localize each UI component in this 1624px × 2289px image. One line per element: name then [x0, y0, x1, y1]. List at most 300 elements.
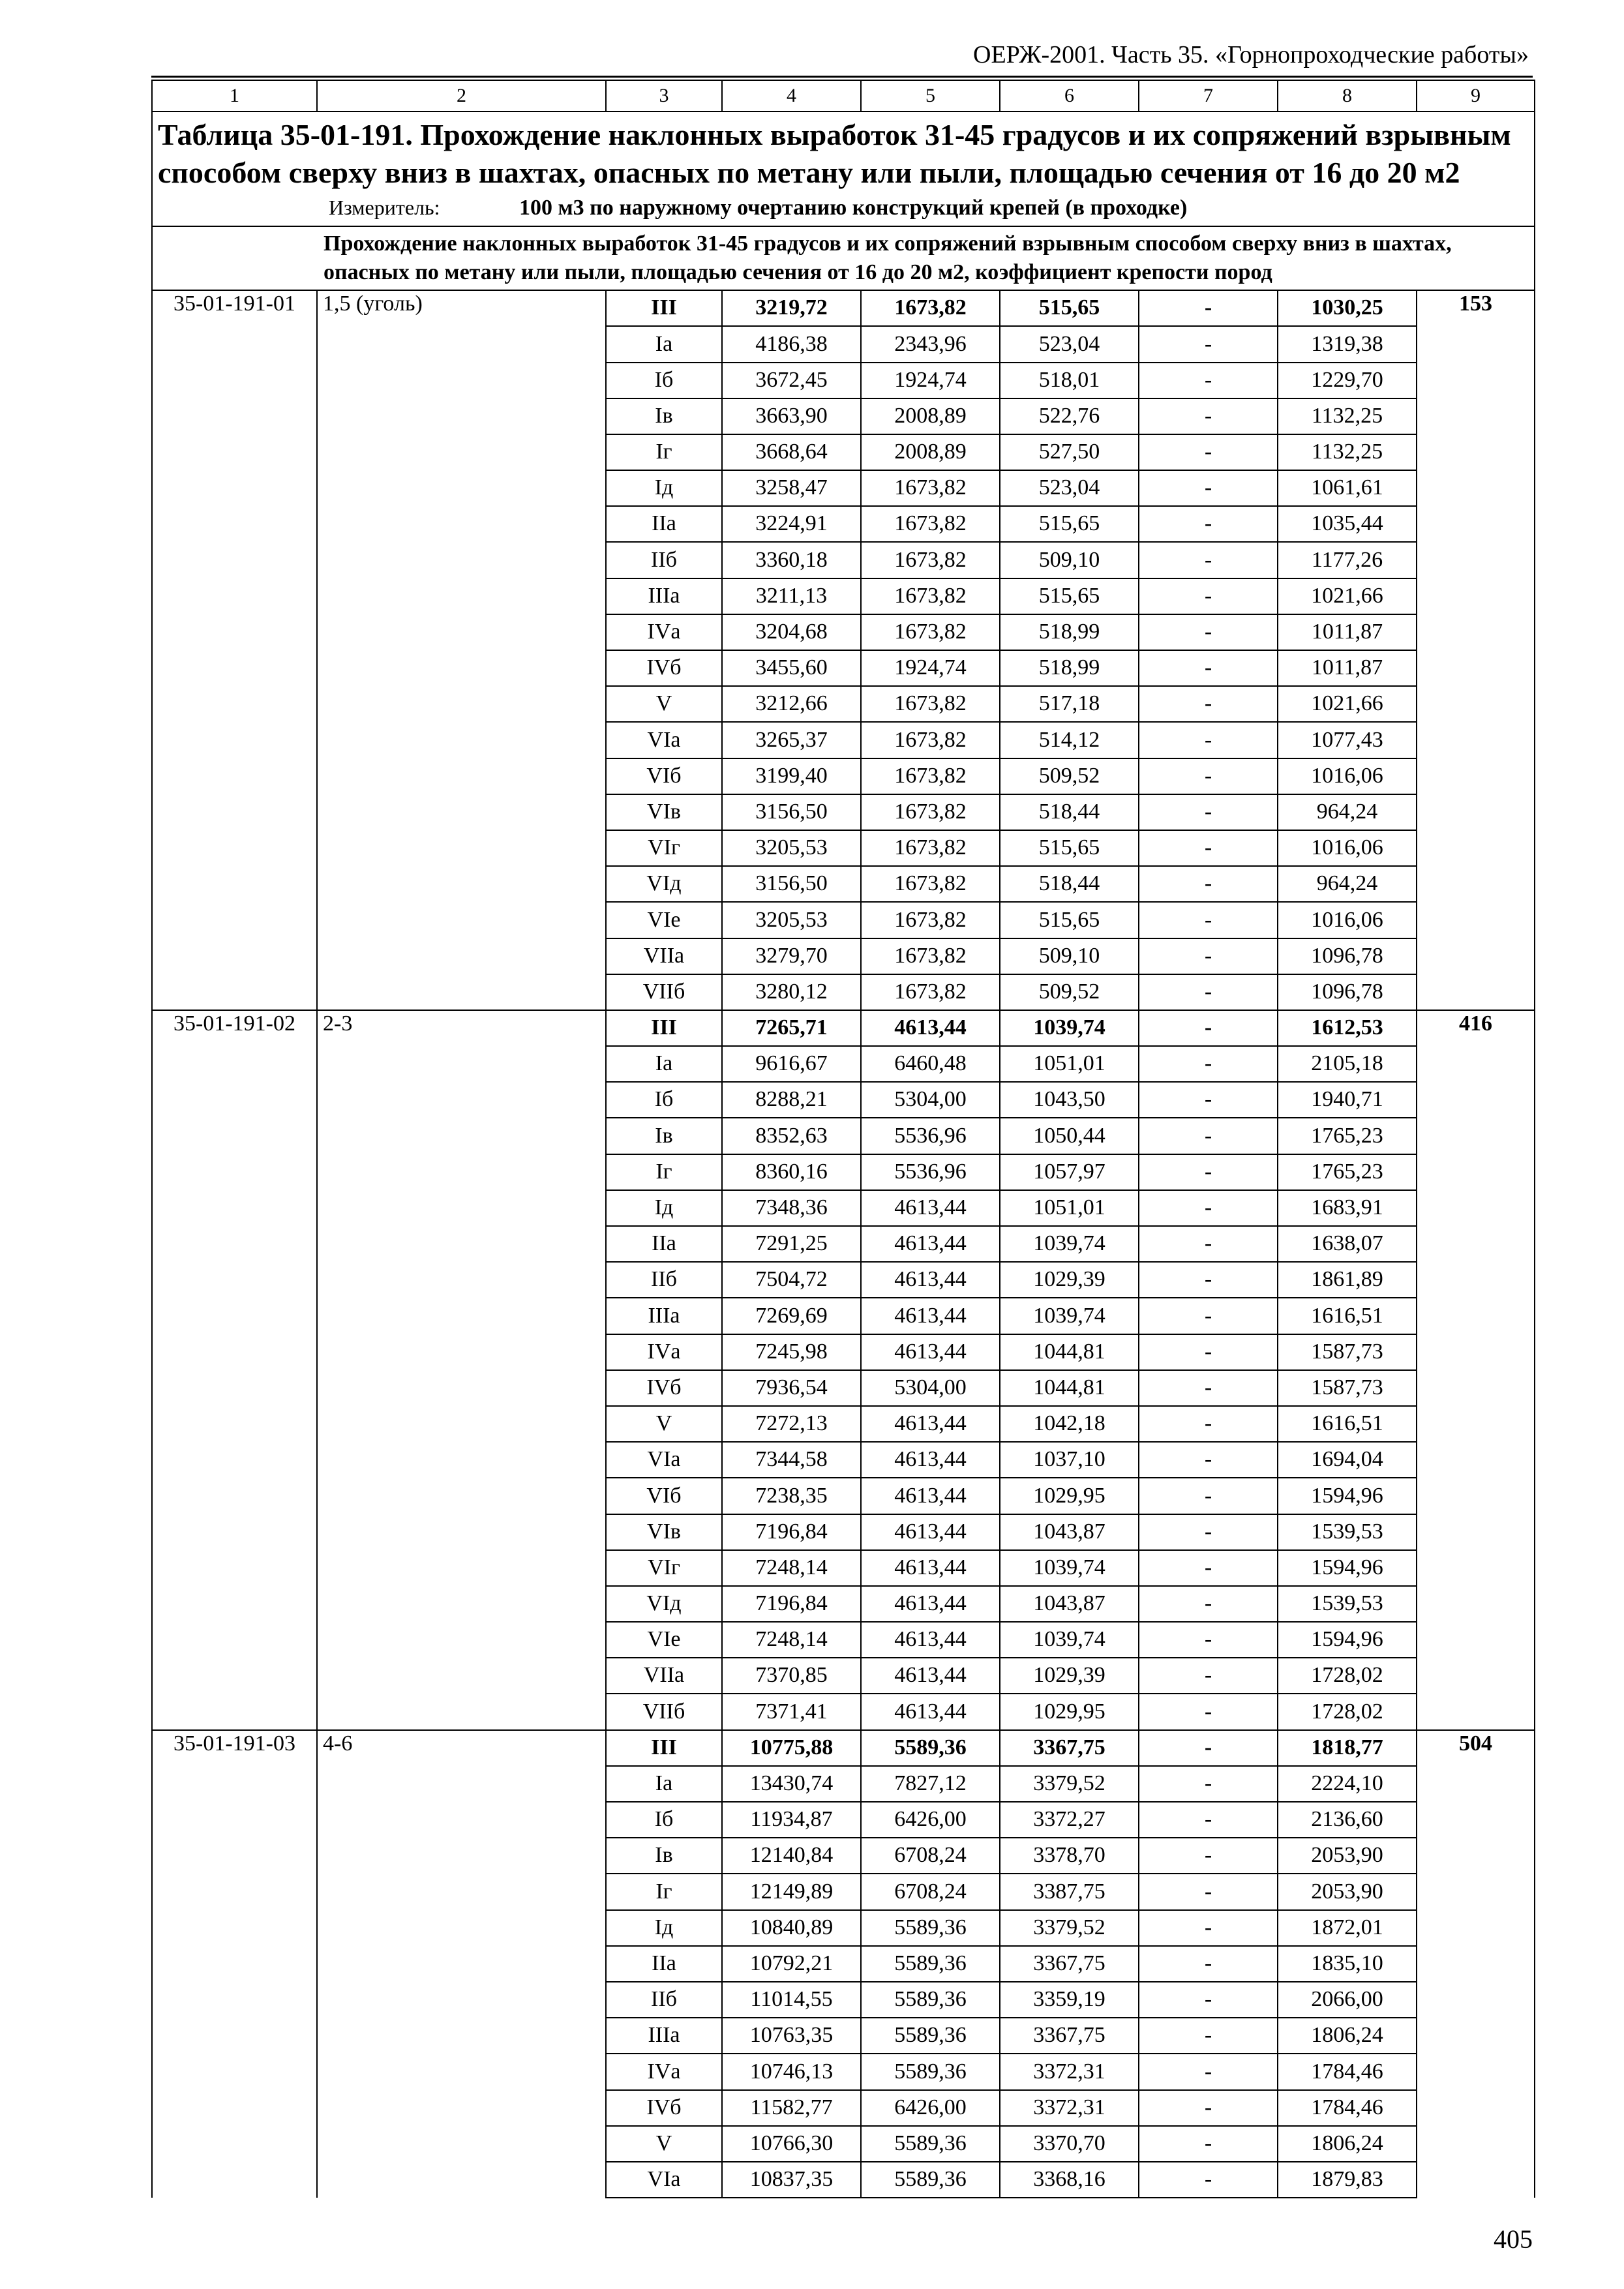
wage-cell: 4613,44	[861, 1694, 1000, 1729]
total-cost-cell: 7371,41	[722, 1694, 861, 1729]
total-cost-cell: 3224,91	[722, 506, 861, 542]
total-cost-cell: 7272,13	[722, 1406, 861, 1442]
machine-cell: 515,65	[1000, 902, 1139, 938]
machine-cell: 518,44	[1000, 866, 1139, 902]
driver-wage-cell: -	[1139, 1118, 1278, 1154]
driver-wage-cell: -	[1139, 1838, 1278, 1874]
driver-wage-cell: -	[1139, 1442, 1278, 1478]
driver-wage-cell: -	[1139, 434, 1278, 470]
material-cell: 1587,73	[1278, 1334, 1417, 1370]
material-cell: 2066,00	[1278, 1982, 1417, 2018]
labor-cell: 153	[1417, 290, 1535, 1010]
machine-cell: 515,65	[1000, 578, 1139, 614]
wage-cell: 6426,00	[861, 1802, 1000, 1838]
machine-cell: 1029,39	[1000, 1658, 1139, 1694]
machine-cell: 523,04	[1000, 470, 1139, 506]
code-cell: 35-01-191-01	[152, 290, 317, 1010]
driver-wage-cell: -	[1139, 686, 1278, 722]
wage-cell: 5304,00	[861, 1370, 1000, 1406]
material-cell: 1016,06	[1278, 830, 1417, 866]
total-cost-cell: 3199,40	[722, 758, 861, 794]
machine-cell: 1043,50	[1000, 1082, 1139, 1118]
table-title: Таблица 35-01-191. Прохождение наклонных выработок 31-45 градусов и их сопряжений взрывным способом сверху вниз в шахтах, опасных по метану или пыли, площадью сечения от 16 до 20 м2	[152, 112, 1535, 191]
zone-cell: Iг	[606, 1154, 722, 1190]
material-cell: 1683,91	[1278, 1190, 1417, 1226]
machine-cell: 518,01	[1000, 363, 1139, 398]
material-cell: 1638,07	[1278, 1226, 1417, 1262]
wage-cell: 4613,44	[861, 1442, 1000, 1478]
driver-wage-cell: -	[1139, 1694, 1278, 1729]
zone-cell: VIд	[606, 1586, 722, 1622]
machine-cell: 509,52	[1000, 758, 1139, 794]
zone-cell: IIIа	[606, 1298, 722, 1334]
labor-cell: 416	[1417, 1010, 1535, 1730]
zone-cell: Iв	[606, 398, 722, 434]
material-cell: 1229,70	[1278, 363, 1417, 398]
zone-cell: III	[606, 1010, 722, 1046]
total-cost-cell: 10763,35	[722, 2018, 861, 2054]
total-cost-cell: 10792,21	[722, 1946, 861, 1982]
material-cell: 1061,61	[1278, 470, 1417, 506]
material-cell: 1806,24	[1278, 2126, 1417, 2162]
wage-cell: 1673,82	[861, 614, 1000, 650]
wage-cell: 5589,36	[861, 1730, 1000, 1766]
material-cell: 1728,02	[1278, 1694, 1417, 1729]
driver-wage-cell: -	[1139, 1046, 1278, 1082]
total-cost-cell: 7269,69	[722, 1298, 861, 1334]
zone-cell: VIа	[606, 2162, 722, 2198]
col-number: 3	[606, 80, 722, 112]
driver-wage-cell: -	[1139, 974, 1278, 1010]
material-cell: 1594,96	[1278, 1550, 1417, 1586]
material-cell: 1594,96	[1278, 1622, 1417, 1658]
material-cell: 1096,78	[1278, 938, 1417, 974]
driver-wage-cell: -	[1139, 650, 1278, 686]
driver-wage-cell: -	[1139, 902, 1278, 938]
zone-cell: IIб	[606, 1262, 722, 1298]
machine-cell: 518,44	[1000, 794, 1139, 830]
param-cell: 4-6	[317, 1730, 606, 2198]
zone-cell: Iд	[606, 470, 722, 506]
total-cost-cell: 7936,54	[722, 1370, 861, 1406]
machine-cell: 3372,31	[1000, 2054, 1139, 2089]
zone-cell: VIIб	[606, 974, 722, 1010]
zone-cell: IVб	[606, 1370, 722, 1406]
zone-cell: VIб	[606, 758, 722, 794]
total-cost-cell: 3205,53	[722, 902, 861, 938]
total-cost-cell: 12149,89	[722, 1874, 861, 1909]
measure-value: 100 м3 по наружному очертанию конструкций крепей (в проходке)	[519, 196, 1188, 220]
machine-cell: 518,99	[1000, 614, 1139, 650]
col-number: 1	[152, 80, 317, 112]
total-cost-cell: 7370,85	[722, 1658, 861, 1694]
driver-wage-cell: -	[1139, 1946, 1278, 1982]
zone-cell: Iв	[606, 1118, 722, 1154]
machine-cell: 1029,95	[1000, 1694, 1139, 1729]
machine-cell: 1057,97	[1000, 1154, 1139, 1190]
labor-cell: 504	[1417, 1730, 1535, 2198]
wage-cell: 1673,82	[861, 470, 1000, 506]
wage-cell: 4613,44	[861, 1406, 1000, 1442]
material-cell: 1132,25	[1278, 434, 1417, 470]
total-cost-cell: 3156,50	[722, 794, 861, 830]
driver-wage-cell: -	[1139, 938, 1278, 974]
total-cost-cell: 12140,84	[722, 1838, 861, 1874]
zone-cell: VIIб	[606, 1694, 722, 1729]
driver-wage-cell: -	[1139, 1226, 1278, 1262]
driver-wage-cell: -	[1139, 1370, 1278, 1406]
driver-wage-cell: -	[1139, 578, 1278, 614]
zone-cell: VIе	[606, 1622, 722, 1658]
total-cost-cell: 7291,25	[722, 1226, 861, 1262]
driver-wage-cell: -	[1139, 506, 1278, 542]
driver-wage-cell: -	[1139, 2162, 1278, 2198]
wage-cell: 4613,44	[861, 1190, 1000, 1226]
wage-cell: 1673,82	[861, 794, 1000, 830]
wage-cell: 1673,82	[861, 542, 1000, 578]
machine-cell: 514,12	[1000, 722, 1139, 758]
total-cost-cell: 10775,88	[722, 1730, 861, 1766]
code-cell: 35-01-191-03	[152, 1730, 317, 2198]
wage-cell: 1673,82	[861, 722, 1000, 758]
wage-cell: 5589,36	[861, 2018, 1000, 2054]
machine-cell: 3387,75	[1000, 1874, 1139, 1909]
total-cost-cell: 7265,71	[722, 1010, 861, 1046]
code-cell: 35-01-191-02	[152, 1010, 317, 1730]
running-header	[151, 40, 1533, 78]
norms-table	[151, 80, 1535, 2198]
total-cost-cell: 7196,84	[722, 1586, 861, 1622]
driver-wage-cell: -	[1139, 398, 1278, 434]
wage-cell: 4613,44	[861, 1262, 1000, 1298]
material-cell: 1765,23	[1278, 1118, 1417, 1154]
wage-cell: 4613,44	[861, 1550, 1000, 1586]
wage-cell: 5589,36	[861, 2054, 1000, 2089]
table-row	[152, 1730, 1535, 1766]
driver-wage-cell: -	[1139, 830, 1278, 866]
total-cost-cell: 11582,77	[722, 2090, 861, 2126]
wage-cell: 1673,82	[861, 902, 1000, 938]
wage-cell: 1673,82	[861, 686, 1000, 722]
zone-cell: Ia	[606, 1046, 722, 1082]
material-cell: 2224,10	[1278, 1766, 1417, 1802]
total-cost-cell: 10837,35	[722, 2162, 861, 2198]
subheader-text: Прохождение наклонных выработок 31-45 градусов и их сопряжений взрывным способом сверху вниз в шахтах, опасных по метану или пыли, площадью сечения от 16 до 20 м2, коэффициент крепости пород	[152, 226, 1535, 290]
total-cost-cell: 3668,64	[722, 434, 861, 470]
wage-cell: 5536,96	[861, 1154, 1000, 1190]
machine-cell: 3378,70	[1000, 1838, 1139, 1874]
machine-cell: 1037,10	[1000, 1442, 1139, 1478]
driver-wage-cell: -	[1139, 1910, 1278, 1946]
driver-wage-cell: -	[1139, 758, 1278, 794]
zone-cell: VIв	[606, 794, 722, 830]
total-cost-cell: 3672,45	[722, 363, 861, 398]
zone-cell: IIIа	[606, 578, 722, 614]
total-cost-cell: 3205,53	[722, 830, 861, 866]
zone-cell: IVб	[606, 2090, 722, 2126]
driver-wage-cell: -	[1139, 1298, 1278, 1334]
machine-cell: 1029,39	[1000, 1262, 1139, 1298]
wage-cell: 5589,36	[861, 2126, 1000, 2162]
total-cost-cell: 13430,74	[722, 1766, 861, 1802]
material-cell: 1765,23	[1278, 1154, 1417, 1190]
machine-cell: 1044,81	[1000, 1334, 1139, 1370]
material-cell: 1616,51	[1278, 1298, 1417, 1334]
wage-cell: 2008,89	[861, 398, 1000, 434]
zone-cell: IIа	[606, 506, 722, 542]
material-cell: 1016,06	[1278, 902, 1417, 938]
machine-cell: 1044,81	[1000, 1370, 1139, 1406]
total-cost-cell: 11014,55	[722, 1982, 861, 2018]
driver-wage-cell: -	[1139, 1550, 1278, 1586]
material-cell: 1011,87	[1278, 650, 1417, 686]
wage-cell: 5589,36	[861, 1910, 1000, 1946]
zone-cell: Iг	[606, 1874, 722, 1909]
zone-cell: V	[606, 1406, 722, 1442]
zone-cell: VIа	[606, 722, 722, 758]
wage-cell: 2008,89	[861, 434, 1000, 470]
wage-cell: 4613,44	[861, 1334, 1000, 1370]
driver-wage-cell: -	[1139, 1586, 1278, 1622]
col-number: 4	[722, 80, 861, 112]
zone-cell: IIб	[606, 542, 722, 578]
machine-cell: 1029,95	[1000, 1478, 1139, 1514]
total-cost-cell: 3258,47	[722, 470, 861, 506]
total-cost-cell: 3455,60	[722, 650, 861, 686]
zone-cell: VIг	[606, 830, 722, 866]
wage-cell: 4613,44	[861, 1514, 1000, 1550]
page-number: 405	[1494, 2224, 1533, 2254]
zone-cell: Iв	[606, 1838, 722, 1874]
zone-cell: V	[606, 686, 722, 722]
material-cell: 1694,04	[1278, 1442, 1417, 1478]
total-cost-cell: 10766,30	[722, 2126, 861, 2162]
table-row	[152, 290, 1535, 326]
subheader-row	[152, 226, 1535, 290]
material-cell: 1861,89	[1278, 1262, 1417, 1298]
driver-wage-cell: -	[1139, 1874, 1278, 1909]
wage-cell: 4613,44	[861, 1226, 1000, 1262]
driver-wage-cell: -	[1139, 1730, 1278, 1766]
driver-wage-cell: -	[1139, 614, 1278, 650]
driver-wage-cell: -	[1139, 326, 1278, 362]
wage-cell: 1673,82	[861, 974, 1000, 1010]
machine-cell: 3367,75	[1000, 1730, 1139, 1766]
zone-cell: Iд	[606, 1190, 722, 1226]
material-cell: 1835,10	[1278, 1946, 1417, 1982]
machine-cell: 3368,16	[1000, 2162, 1139, 2198]
zone-cell: IIа	[606, 1946, 722, 1982]
zone-cell: IVб	[606, 650, 722, 686]
material-cell: 1539,53	[1278, 1586, 1417, 1622]
wage-cell: 5589,36	[861, 1946, 1000, 1982]
zone-cell: Iб	[606, 1802, 722, 1838]
zone-cell: Ia	[606, 1766, 722, 1802]
material-cell: 1806,24	[1278, 2018, 1417, 2054]
col-number: 8	[1278, 80, 1417, 112]
wage-cell: 5589,36	[861, 1982, 1000, 2018]
total-cost-cell: 3211,13	[722, 578, 861, 614]
total-cost-cell: 3280,12	[722, 974, 861, 1010]
driver-wage-cell: -	[1139, 1082, 1278, 1118]
material-cell: 1872,01	[1278, 1910, 1417, 1946]
wage-cell: 5536,96	[861, 1118, 1000, 1154]
total-cost-cell: 7248,14	[722, 1550, 861, 1586]
material-cell: 2105,18	[1278, 1046, 1417, 1082]
wage-cell: 6426,00	[861, 2090, 1000, 2126]
machine-cell: 3372,31	[1000, 2090, 1139, 2126]
total-cost-cell: 3212,66	[722, 686, 861, 722]
wage-cell: 1673,82	[861, 830, 1000, 866]
material-cell: 1035,44	[1278, 506, 1417, 542]
wage-cell: 1673,82	[861, 290, 1000, 326]
col-number: 5	[861, 80, 1000, 112]
zone-cell: IVа	[606, 2054, 722, 2089]
driver-wage-cell: -	[1139, 794, 1278, 830]
total-cost-cell: 3219,72	[722, 290, 861, 326]
wage-cell: 1673,82	[861, 506, 1000, 542]
total-cost-cell: 7245,98	[722, 1334, 861, 1370]
material-cell: 1587,73	[1278, 1370, 1417, 1406]
total-cost-cell: 3663,90	[722, 398, 861, 434]
driver-wage-cell: -	[1139, 1406, 1278, 1442]
total-cost-cell: 3265,37	[722, 722, 861, 758]
machine-cell: 1043,87	[1000, 1586, 1139, 1622]
machine-cell: 515,65	[1000, 290, 1139, 326]
param-cell: 2-3	[317, 1010, 606, 1730]
wage-cell: 5304,00	[861, 1082, 1000, 1118]
material-cell: 1011,87	[1278, 614, 1417, 650]
driver-wage-cell: -	[1139, 1802, 1278, 1838]
wage-cell: 6708,24	[861, 1874, 1000, 1909]
total-cost-cell: 3204,68	[722, 614, 861, 650]
measure-row	[152, 191, 1535, 226]
material-cell: 1612,53	[1278, 1010, 1417, 1046]
col-number: 9	[1417, 80, 1535, 112]
machine-cell: 515,65	[1000, 506, 1139, 542]
machine-cell: 509,10	[1000, 542, 1139, 578]
wage-cell: 7827,12	[861, 1766, 1000, 1802]
col-number: 7	[1139, 80, 1278, 112]
driver-wage-cell: -	[1139, 470, 1278, 506]
machine-cell: 1051,01	[1000, 1046, 1139, 1082]
total-cost-cell: 7238,35	[722, 1478, 861, 1514]
zone-cell: III	[606, 290, 722, 326]
machine-cell: 1039,74	[1000, 1010, 1139, 1046]
driver-wage-cell: -	[1139, 1622, 1278, 1658]
zone-cell: VIIа	[606, 1658, 722, 1694]
driver-wage-cell: -	[1139, 722, 1278, 758]
wage-cell: 1673,82	[861, 578, 1000, 614]
machine-cell: 522,76	[1000, 398, 1139, 434]
driver-wage-cell: -	[1139, 1262, 1278, 1298]
zone-cell: VIIа	[606, 938, 722, 974]
machine-cell: 1039,74	[1000, 1550, 1139, 1586]
wage-cell: 6460,48	[861, 1046, 1000, 1082]
total-cost-cell: 4186,38	[722, 326, 861, 362]
material-cell: 964,24	[1278, 866, 1417, 902]
driver-wage-cell: -	[1139, 290, 1278, 326]
machine-cell: 3367,75	[1000, 2018, 1139, 2054]
total-cost-cell: 7344,58	[722, 1442, 861, 1478]
machine-cell: 3359,19	[1000, 1982, 1139, 2018]
zone-cell: IVа	[606, 1334, 722, 1370]
material-cell: 1784,46	[1278, 2054, 1417, 2089]
driver-wage-cell: -	[1139, 1982, 1278, 2018]
total-cost-cell: 3156,50	[722, 866, 861, 902]
material-cell: 1879,83	[1278, 2162, 1417, 2198]
zone-cell: VIб	[606, 1478, 722, 1514]
machine-cell: 1039,74	[1000, 1622, 1139, 1658]
material-cell: 1940,71	[1278, 1082, 1417, 1118]
material-cell: 1818,77	[1278, 1730, 1417, 1766]
material-cell: 1016,06	[1278, 758, 1417, 794]
machine-cell: 518,99	[1000, 650, 1139, 686]
total-cost-cell: 7196,84	[722, 1514, 861, 1550]
zone-cell: IVа	[606, 614, 722, 650]
zone-cell: III	[606, 1730, 722, 1766]
zone-cell: Iд	[606, 1910, 722, 1946]
wage-cell: 4613,44	[861, 1478, 1000, 1514]
total-cost-cell: 11934,87	[722, 1802, 861, 1838]
machine-cell: 1042,18	[1000, 1406, 1139, 1442]
material-cell: 2053,90	[1278, 1874, 1417, 1909]
material-cell: 2053,90	[1278, 1838, 1417, 1874]
driver-wage-cell: -	[1139, 542, 1278, 578]
machine-cell: 3370,70	[1000, 2126, 1139, 2162]
driver-wage-cell: -	[1139, 2090, 1278, 2126]
zone-cell: Ia	[606, 326, 722, 362]
machine-cell: 509,10	[1000, 938, 1139, 974]
total-cost-cell: 9616,67	[722, 1046, 861, 1082]
material-cell: 1728,02	[1278, 1658, 1417, 1694]
material-cell: 1784,46	[1278, 2090, 1417, 2126]
zone-cell: IIб	[606, 1982, 722, 2018]
param-cell: 1,5 (уголь)	[317, 290, 606, 1010]
machine-cell: 509,52	[1000, 974, 1139, 1010]
total-cost-cell: 3279,70	[722, 938, 861, 974]
wage-cell: 1673,82	[861, 866, 1000, 902]
wage-cell: 4613,44	[861, 1586, 1000, 1622]
driver-wage-cell: -	[1139, 866, 1278, 902]
machine-cell: 527,50	[1000, 434, 1139, 470]
zone-cell: IIа	[606, 1226, 722, 1262]
total-cost-cell: 7348,36	[722, 1190, 861, 1226]
machine-cell: 3379,52	[1000, 1910, 1139, 1946]
material-cell: 1030,25	[1278, 290, 1417, 326]
machine-cell: 1043,87	[1000, 1514, 1139, 1550]
measure-cell	[152, 191, 1535, 226]
machine-cell: 1051,01	[1000, 1190, 1139, 1226]
machine-cell: 3372,27	[1000, 1802, 1139, 1838]
total-cost-cell: 7504,72	[722, 1262, 861, 1298]
machine-cell: 3379,52	[1000, 1766, 1139, 1802]
col-number: 2	[317, 80, 606, 112]
total-cost-cell: 3360,18	[722, 542, 861, 578]
material-cell: 1077,43	[1278, 722, 1417, 758]
zone-cell: VIа	[606, 1442, 722, 1478]
material-cell: 1594,96	[1278, 1478, 1417, 1514]
wage-cell: 4613,44	[861, 1010, 1000, 1046]
material-cell: 1616,51	[1278, 1406, 1417, 1442]
material-cell: 1177,26	[1278, 542, 1417, 578]
measure-label: Измеритель:	[329, 196, 440, 219]
zone-cell: Iг	[606, 434, 722, 470]
material-cell: 1021,66	[1278, 578, 1417, 614]
machine-cell: 1039,74	[1000, 1298, 1139, 1334]
driver-wage-cell: -	[1139, 2018, 1278, 2054]
column-number-row	[152, 80, 1535, 112]
